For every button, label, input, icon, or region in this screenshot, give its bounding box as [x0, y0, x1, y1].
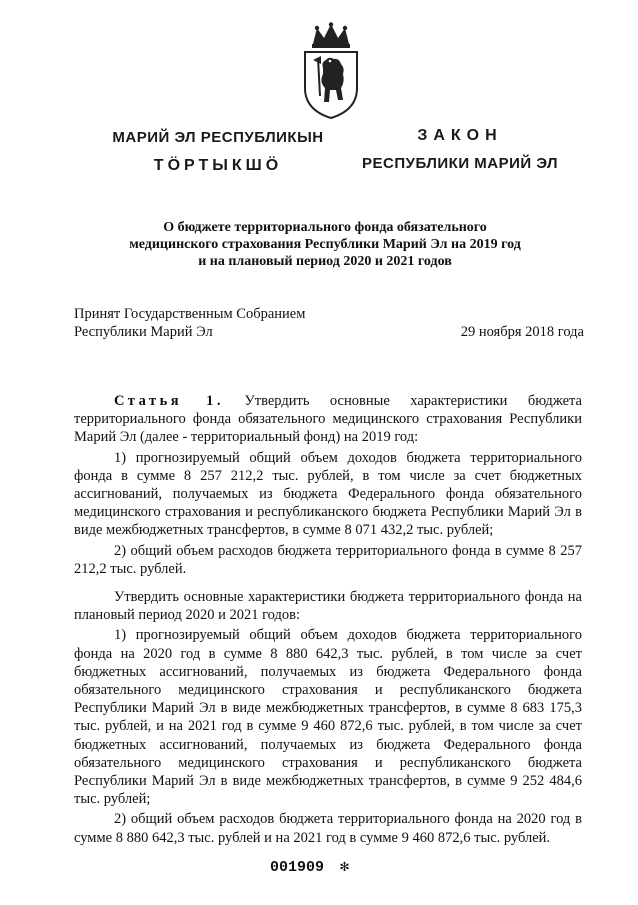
paragraph-3: 2) общий объем расходов бюджета территориального фонда в сумме 8 257 212,2 тыс. рублей.	[74, 542, 582, 577]
title-line-3: и на плановый период 2020 и 2021 годов	[198, 254, 452, 269]
document-footer	[270, 857, 390, 876]
adoption-date: 29 ноября 2018 года	[460, 324, 584, 340]
header-left-line2: ТӦРТЫКШӦ	[153, 157, 283, 174]
header-right-line2: РЕСПУБЛИКИ МАРИЙ ЭЛ	[362, 155, 558, 172]
adopted-line-2: Республики Марий Эл	[74, 324, 213, 340]
adoption-block	[74, 305, 584, 341]
header-right-line1: ЗАКОН	[417, 127, 503, 144]
law-title	[90, 219, 560, 270]
paragraph-4: Утвердить основные характеристики бюджета территориального фонда на плановый период 2020 и 2021 годов:	[74, 589, 582, 624]
law-body	[74, 392, 582, 847]
paragraph-1	[74, 392, 582, 447]
adopted-line-1: Принят Государственным Собранием	[74, 306, 306, 322]
serial-number: 001909	[270, 859, 325, 876]
paragraph-2: 1) прогнозируемый общий объем доходов бюджета территориального фонда в сумме 8 257 212,2 тыс. рублей, в том числе за счет бюджетных ассигнований, получаемых из бюджета Федерального фонда обязательного медицинского страхования и республиканского бюджета Республики Марий Эл в виде межбюджетных трансфертов, в сумме 8 071 432,2 тыс. рублей;	[74, 449, 582, 539]
article-label: Статья 1.	[114, 393, 224, 409]
paragraph-5: 1) прогнозируемый общий объем доходов бюджета территориального фонда на 2020 год в сумме 8 880 642,3 тыс. рублей, в том числе за счет бюджетных ассигнований, получаемых из бюджета Федерального фонда обязательного медицинского страхования и республиканского бюджета Республики Марий Эл в виде межбюджетных трансфертов, в сумме 8 683 175,3 тыс. рублей, и на 2021 год в сумме 9 460 872,6 тыс. рублей, в том числе за счет бюджетных ассигнований, получаемых из бюджета Федерального фонда обязательного медицинского страхования и республиканского бюджета Республики Марий Эл в виде межбюджетных трансфертов, в сумме 9 252 484,6 тыс. рублей;	[74, 627, 582, 808]
paragraph-6: 2) общий объем расходов бюджета территориального фонда на 2020 год в сумме 8 880 642,3 тыс. рублей и на 2021 год в сумме 9 460 872,6 тыс. рублей.	[74, 811, 582, 846]
title-line-2: медицинского страхования Республики Марий Эл на 2019 год	[129, 237, 521, 252]
header-left-line1: МАРИЙ ЭЛ РЕСПУБЛИКЫН	[112, 129, 324, 146]
title-line-1: О бюджете территориального фонда обязательного	[163, 220, 487, 235]
coat-of-arms-icon	[299, 22, 363, 120]
asterisk-mark: ✻	[340, 859, 350, 876]
paragraph-1-text: Утвердить основные характеристики бюджета территориального фонда обязательного медицинского страхования Республики Марий Эл (далее - территориальный фонд) на 2019 год:	[74, 393, 582, 446]
